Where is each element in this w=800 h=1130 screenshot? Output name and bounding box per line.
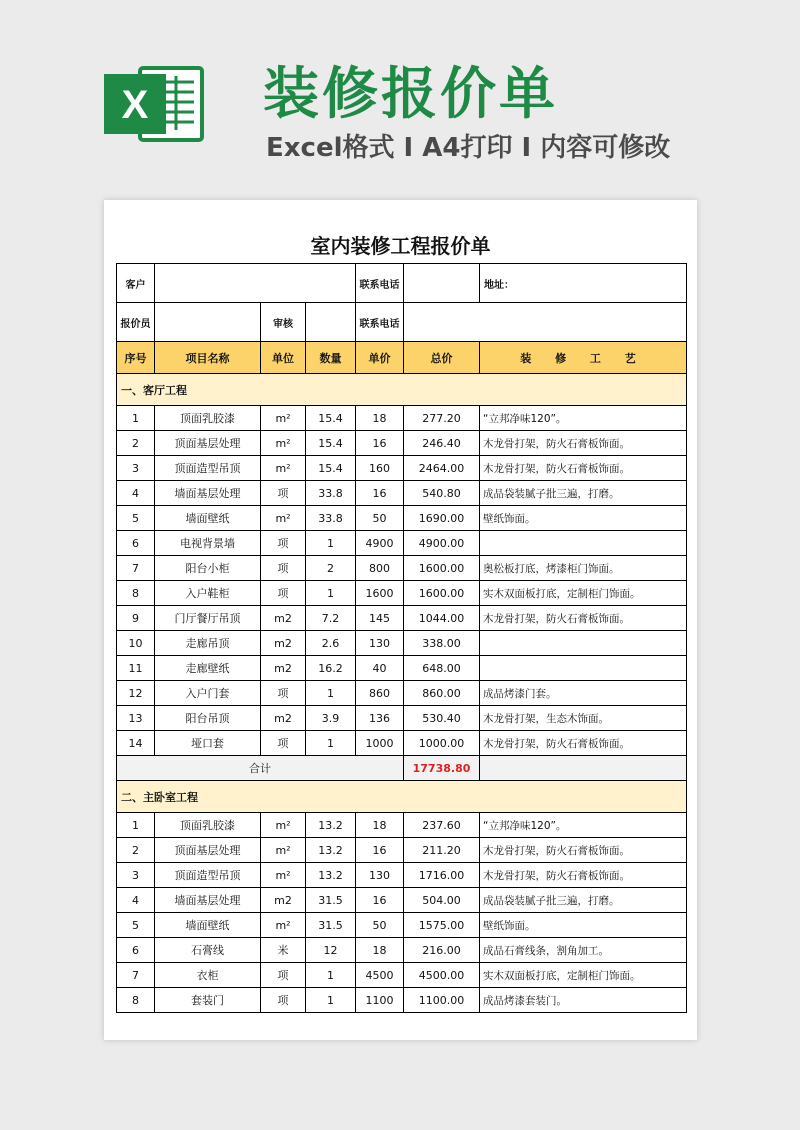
cell-qty[interactable]: 33.8 — [306, 506, 356, 531]
subtotal-row — [117, 756, 687, 781]
phone-value-2[interactable] — [404, 303, 687, 342]
col-header-unit: 单位 — [261, 342, 306, 374]
cell-craft[interactable]: “立邦净味120”。 — [480, 813, 687, 838]
cell-craft[interactable]: 实木双面板打底，定制柜门饰面。 — [480, 963, 687, 988]
cell-qty[interactable]: 15.4 — [306, 431, 356, 456]
table-row — [117, 681, 687, 706]
cell-unit[interactable]: m² — [261, 431, 306, 456]
cell-name[interactable]: 门厅餐厅吊顶 — [155, 606, 261, 631]
cell-total[interactable]: 1575.00 — [404, 913, 480, 938]
cell-price[interactable]: 130 — [356, 863, 404, 888]
cell-name[interactable]: 走廊壁纸 — [155, 656, 261, 681]
cell-qty[interactable]: 1 — [306, 581, 356, 606]
quoter-value[interactable] — [155, 303, 261, 342]
column-header-row — [117, 342, 687, 374]
cell-unit[interactable]: m² — [261, 456, 306, 481]
cell-price[interactable]: 1000 — [356, 731, 404, 756]
cell-craft[interactable]: 壁纸饰面。 — [480, 913, 687, 938]
excel-logo-icon — [104, 60, 204, 148]
cell-price[interactable]: 4500 — [356, 963, 404, 988]
cell-total[interactable]: 1000.00 — [404, 731, 480, 756]
cell-price[interactable]: 16 — [356, 838, 404, 863]
cell-qty[interactable]: 12 — [306, 938, 356, 963]
cell-total[interactable]: 860.00 — [404, 681, 480, 706]
cell-qty[interactable]: 31.5 — [306, 913, 356, 938]
cell-total[interactable]: 1044.00 — [404, 606, 480, 631]
cell-unit[interactable]: 项 — [261, 531, 306, 556]
cell-craft[interactable]: 成品烤漆套装门。 — [480, 988, 687, 1013]
customer-value[interactable] — [155, 264, 356, 303]
cell-name[interactable]: 顶面造型吊顶 — [155, 456, 261, 481]
cell-name[interactable]: 顶面造型吊顶 — [155, 863, 261, 888]
sheet-title: 室内装修工程报价单 — [310, 234, 491, 258]
cell-total[interactable]: 1100.00 — [404, 988, 480, 1013]
cell-craft[interactable]: 木龙骨打架，防火石膏板饰面。 — [480, 731, 687, 756]
table-row — [117, 706, 687, 731]
phone-value-1[interactable] — [404, 264, 480, 303]
section-header-row — [117, 374, 687, 406]
section-header-row — [117, 781, 687, 813]
cell-craft[interactable]: 木龙骨打架，防火石膏板饰面。 — [480, 431, 687, 456]
cell-name[interactable]: 顶面乳胶漆 — [155, 813, 261, 838]
cell-no[interactable]: 6 — [117, 938, 155, 963]
cell-name[interactable]: 入户鞋柜 — [155, 581, 261, 606]
cell-no[interactable]: 2 — [117, 431, 155, 456]
cell-name[interactable]: 石膏线 — [155, 938, 261, 963]
cell-craft[interactable]: 实木双面板打底，定制柜门饰面。 — [480, 581, 687, 606]
table-row — [117, 731, 687, 756]
subtotal-value: 17738.80 — [404, 756, 480, 781]
cell-qty[interactable]: 15.4 — [306, 406, 356, 431]
table-row — [117, 988, 687, 1013]
table-row — [117, 431, 687, 456]
cell-no[interactable]: 14 — [117, 731, 155, 756]
cell-price[interactable]: 16 — [356, 431, 404, 456]
cell-name[interactable]: 墙面壁纸 — [155, 506, 261, 531]
reviewer-value[interactable] — [306, 303, 356, 342]
cell-no[interactable]: 13 — [117, 706, 155, 731]
table-row — [117, 506, 687, 531]
cell-no[interactable]: 5 — [117, 506, 155, 531]
cell-total[interactable]: 2464.00 — [404, 456, 480, 481]
table-row — [117, 481, 687, 506]
cell-name[interactable]: 电视背景墙 — [155, 531, 261, 556]
cell-no[interactable]: 12 — [117, 681, 155, 706]
table-row — [117, 631, 687, 656]
cell-unit[interactable]: m2 — [261, 656, 306, 681]
cell-name[interactable]: 阳台小柜 — [155, 556, 261, 581]
cell-craft[interactable]: 木龙骨打架，防火石膏板饰面。 — [480, 838, 687, 863]
cell-no[interactable]: 5 — [117, 913, 155, 938]
subtotal-label: 合计 — [117, 756, 404, 781]
cell-name[interactable]: 走廊吊顶 — [155, 631, 261, 656]
cell-craft[interactable]: 木龙骨打架，防火石膏板饰面。 — [480, 456, 687, 481]
cell-qty[interactable]: 13.2 — [306, 838, 356, 863]
cell-craft[interactable]: 成品袋装腻子批三遍，打磨。 — [480, 888, 687, 913]
cell-qty[interactable]: 13.2 — [306, 813, 356, 838]
cell-no[interactable]: 3 — [117, 863, 155, 888]
info-row-quoter — [117, 303, 687, 342]
cell-qty[interactable]: 2.6 — [306, 631, 356, 656]
col-header-qty: 数量 — [306, 342, 356, 374]
cell-unit[interactable]: 项 — [261, 731, 306, 756]
table-row — [117, 606, 687, 631]
cell-no[interactable]: 10 — [117, 631, 155, 656]
cell-no[interactable]: 1 — [117, 813, 155, 838]
cell-total[interactable]: 1716.00 — [404, 863, 480, 888]
cell-no[interactable]: 11 — [117, 656, 155, 681]
cell-craft[interactable] — [480, 656, 687, 681]
col-header-total: 总价 — [404, 342, 480, 374]
cell-unit[interactable]: 项 — [261, 681, 306, 706]
cell-name[interactable]: 顶面基层处理 — [155, 838, 261, 863]
cell-unit[interactable]: m2 — [261, 888, 306, 913]
cell-name[interactable]: 墙面基层处理 — [155, 481, 261, 506]
cell-unit[interactable]: m² — [261, 913, 306, 938]
cell-price[interactable]: 1600 — [356, 581, 404, 606]
phone-label-2: 联系电话 — [356, 303, 404, 342]
cell-total[interactable]: 540.80 — [404, 481, 480, 506]
address-label: 地址： — [480, 264, 687, 303]
cell-craft[interactable] — [480, 531, 687, 556]
cell-price[interactable]: 160 — [356, 456, 404, 481]
quoter-label: 报价员 — [117, 303, 155, 342]
cell-no[interactable]: 4 — [117, 481, 155, 506]
cell-name[interactable]: 阳台吊顶 — [155, 706, 261, 731]
cell-total[interactable]: 1600.00 — [404, 556, 480, 581]
cell-price[interactable]: 136 — [356, 706, 404, 731]
cell-craft[interactable] — [480, 631, 687, 656]
cell-unit[interactable]: m2 — [261, 606, 306, 631]
col-header-no: 序号 — [117, 342, 155, 374]
cell-no[interactable]: 7 — [117, 963, 155, 988]
cell-total[interactable]: 4900.00 — [404, 531, 480, 556]
cell-qty[interactable]: 7.2 — [306, 606, 356, 631]
cell-no[interactable]: 6 — [117, 531, 155, 556]
table-row — [117, 813, 687, 838]
cell-price[interactable]: 1100 — [356, 988, 404, 1013]
info-row-customer — [117, 264, 687, 303]
cell-qty[interactable]: 13.2 — [306, 863, 356, 888]
table-row — [117, 963, 687, 988]
cell-price[interactable]: 130 — [356, 631, 404, 656]
table-row — [117, 456, 687, 481]
banner-subtitle: Excel格式 I A4打印 I 内容可修改 — [266, 133, 671, 163]
cell-craft[interactable]: 木龙骨打架，防火石膏板饰面。 — [480, 606, 687, 631]
cell-unit[interactable]: 米 — [261, 938, 306, 963]
cell-name[interactable]: 顶面基层处理 — [155, 431, 261, 456]
table-row — [117, 863, 687, 888]
cell-no[interactable]: 8 — [117, 988, 155, 1013]
cell-no[interactable]: 4 — [117, 888, 155, 913]
table-row — [117, 406, 687, 431]
cell-craft[interactable]: 木龙骨打架，防火石膏板饰面。 — [480, 863, 687, 888]
cell-price[interactable]: 18 — [356, 406, 404, 431]
cell-price[interactable]: 4900 — [356, 531, 404, 556]
section-title: 二、主卧室工程 — [117, 781, 687, 813]
cell-no[interactable]: 7 — [117, 556, 155, 581]
cell-name[interactable]: 墙面基层处理 — [155, 888, 261, 913]
cell-no[interactable]: 3 — [117, 456, 155, 481]
cell-craft[interactable]: 木龙骨打架，生态木饰面。 — [480, 706, 687, 731]
cell-unit[interactable]: m2 — [261, 706, 306, 731]
cell-unit[interactable]: m² — [261, 406, 306, 431]
cell-qty[interactable]: 1 — [306, 531, 356, 556]
cell-unit[interactable]: m² — [261, 838, 306, 863]
cell-unit[interactable]: m² — [261, 813, 306, 838]
cell-no[interactable]: 2 — [117, 838, 155, 863]
cell-unit[interactable]: m2 — [261, 631, 306, 656]
cell-total[interactable]: 246.40 — [404, 431, 480, 456]
cell-price[interactable]: 16 — [356, 481, 404, 506]
cell-craft[interactable]: 成品石膏线条，割角加工。 — [480, 938, 687, 963]
col-header-name: 项目名称 — [155, 342, 261, 374]
cell-no[interactable]: 8 — [117, 581, 155, 606]
quote-sheet — [104, 200, 697, 1040]
cell-qty[interactable]: 31.5 — [306, 888, 356, 913]
cell-craft[interactable]: 奥松板打底，烤漆柜门饰面。 — [480, 556, 687, 581]
table-row — [117, 531, 687, 556]
banner-title: 装修报价单 — [263, 62, 558, 127]
cell-total[interactable]: 1690.00 — [404, 506, 480, 531]
cell-unit[interactable]: m² — [261, 863, 306, 888]
cell-qty[interactable]: 3.9 — [306, 706, 356, 731]
col-header-craft: 装 修 工 艺 — [480, 342, 687, 374]
cell-total[interactable]: 338.00 — [404, 631, 480, 656]
cell-price[interactable]: 50 — [356, 913, 404, 938]
table-row — [117, 888, 687, 913]
cell-name[interactable]: 顶面乳胶漆 — [155, 406, 261, 431]
cell-craft[interactable]: 成品烤漆门套。 — [480, 681, 687, 706]
cell-total[interactable]: 211.20 — [404, 838, 480, 863]
cell-qty[interactable]: 1 — [306, 963, 356, 988]
phone-label-1: 联系电话 — [356, 264, 404, 303]
cell-craft[interactable]: 成品袋装腻子批三遍，打磨。 — [480, 481, 687, 506]
cell-total[interactable]: 4500.00 — [404, 963, 480, 988]
cell-price[interactable]: 800 — [356, 556, 404, 581]
cell-name[interactable]: 衣柜 — [155, 963, 261, 988]
cell-qty[interactable]: 33.8 — [306, 481, 356, 506]
cell-price[interactable]: 16 — [356, 888, 404, 913]
cell-total[interactable]: 237.60 — [404, 813, 480, 838]
cell-craft[interactable]: “立邦净味120”。 — [480, 406, 687, 431]
cell-unit[interactable]: 项 — [261, 963, 306, 988]
cell-no[interactable]: 1 — [117, 406, 155, 431]
cell-unit[interactable]: 项 — [261, 556, 306, 581]
cell-price[interactable]: 18 — [356, 813, 404, 838]
cell-craft[interactable]: 壁纸饰面。 — [480, 506, 687, 531]
cell-qty[interactable]: 1 — [306, 988, 356, 1013]
cell-total[interactable]: 648.00 — [404, 656, 480, 681]
cell-name[interactable]: 墙面壁纸 — [155, 913, 261, 938]
table-row — [117, 913, 687, 938]
table-row — [117, 838, 687, 863]
cell-name[interactable]: 套装门 — [155, 988, 261, 1013]
cell-total[interactable]: 216.00 — [404, 938, 480, 963]
cell-price[interactable]: 18 — [356, 938, 404, 963]
cell-qty[interactable]: 1 — [306, 731, 356, 756]
cell-total[interactable]: 530.40 — [404, 706, 480, 731]
cell-qty[interactable]: 2 — [306, 556, 356, 581]
cell-price[interactable]: 145 — [356, 606, 404, 631]
cell-unit[interactable]: 项 — [261, 581, 306, 606]
table-row — [117, 938, 687, 963]
table-row — [117, 656, 687, 681]
cell-price[interactable]: 860 — [356, 681, 404, 706]
cell-no[interactable]: 9 — [117, 606, 155, 631]
logo-letter: X — [121, 83, 149, 127]
table-row — [117, 581, 687, 606]
section-title: 一、客厅工程 — [117, 374, 687, 406]
cell-total[interactable]: 277.20 — [404, 406, 480, 431]
cell-qty[interactable]: 1 — [306, 681, 356, 706]
subtotal-blank — [480, 756, 687, 781]
col-header-price: 单价 — [356, 342, 404, 374]
cell-unit[interactable]: 项 — [261, 481, 306, 506]
customer-label: 客户 — [117, 264, 155, 303]
cell-name[interactable]: 入户门套 — [155, 681, 261, 706]
quote-table — [116, 263, 687, 1013]
reviewer-label: 审核 — [261, 303, 306, 342]
cell-qty[interactable]: 15.4 — [306, 456, 356, 481]
cell-name[interactable]: 垭口套 — [155, 731, 261, 756]
cell-unit[interactable]: m² — [261, 506, 306, 531]
cell-price[interactable]: 50 — [356, 506, 404, 531]
cell-qty[interactable]: 16.2 — [306, 656, 356, 681]
table-row — [117, 556, 687, 581]
cell-price[interactable]: 40 — [356, 656, 404, 681]
cell-total[interactable]: 1600.00 — [404, 581, 480, 606]
cell-unit[interactable]: 项 — [261, 988, 306, 1013]
cell-total[interactable]: 504.00 — [404, 888, 480, 913]
